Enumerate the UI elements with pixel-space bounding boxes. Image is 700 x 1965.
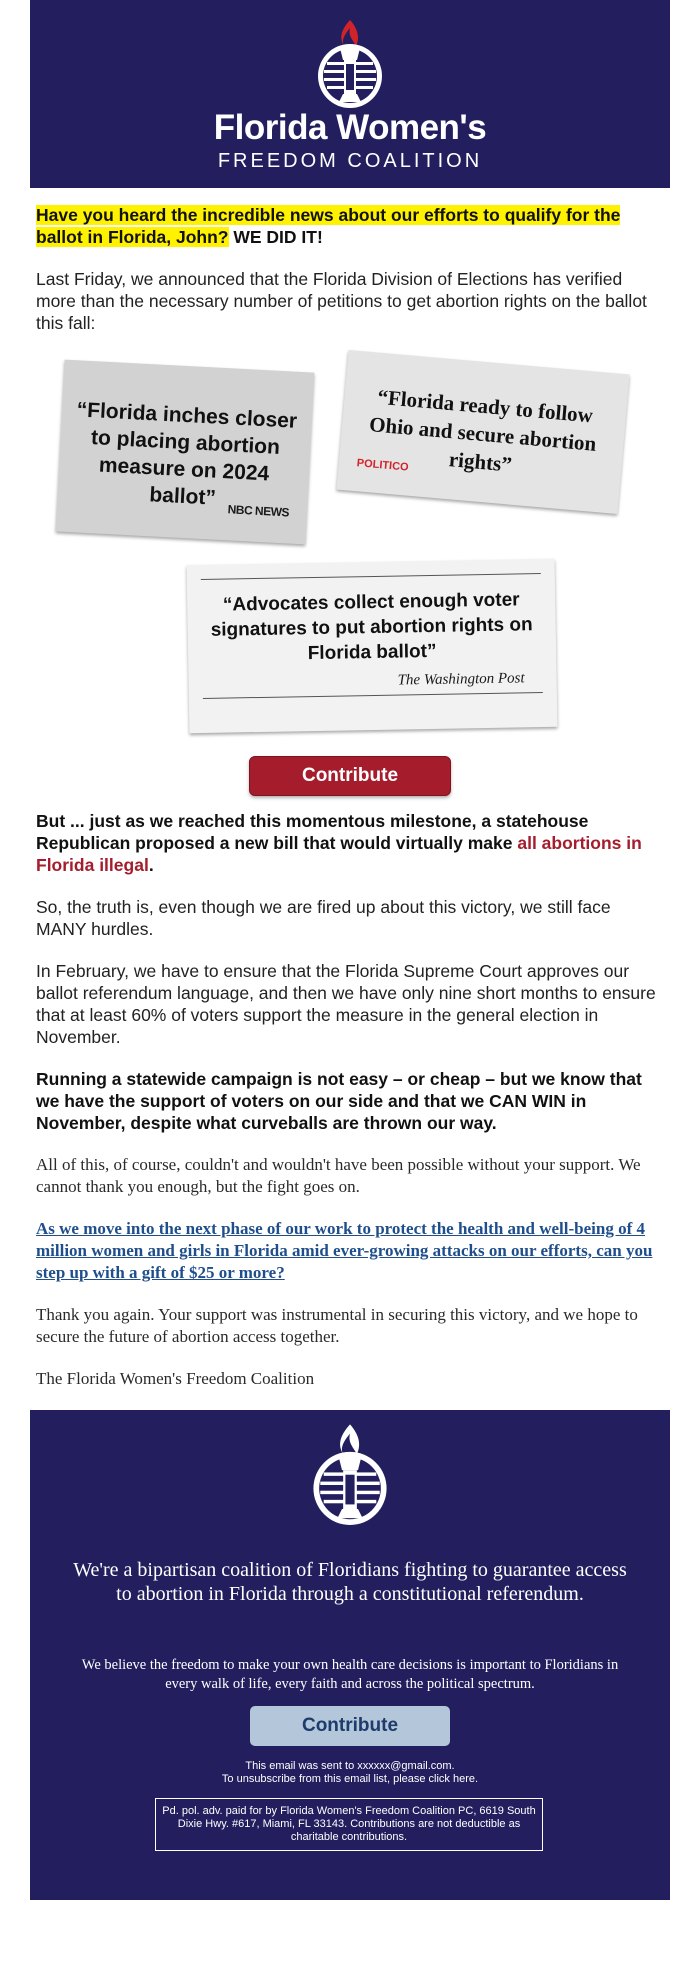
donate-ask-link[interactable]: As we move into the next phase of our work to protect the health and well-being of 4 million women and girls in Florida amid ever-growing attacks on our efforts, can you step up with a gift of $25 or more? — [36, 1219, 653, 1282]
february-paragraph: In February, we have to ensure that the Florida Supreme Court approves our ballot referendum language, and then we have only nine short months to ensure that at least 60% of voters support the measure in the general election in November. — [36, 961, 656, 1047]
contribute-row — [36, 756, 664, 796]
clipping-washington-post — [187, 559, 558, 733]
brand-subtitle: FREEDOM COALITION — [217, 150, 483, 172]
email-container — [30, 0, 670, 1900]
intro-paragraph — [36, 204, 664, 248]
footer-mission: We're a bipartisan coalition of Floridians fighting to guarantee access to abortion in Florida through a constitutional referendum. — [73, 1559, 627, 1605]
footer-belief: We believe the freedom to make your own health care decisions is important to Floridians in every walk of life, every faith and across the political spectrum. — [81, 1657, 619, 1692]
thanks-paragraph: Thank you again. Your support was instrumental in securing this victory, and we hope to secure the future of abortion access together. — [36, 1305, 638, 1346]
campaign-paragraph: Running a statewide campaign is not easy – or cheap – but we know that we have the support of voters on our side and that we CAN WIN in November, despite what curveballs are thrown our way. — [36, 1069, 642, 1133]
bill-emphasis: all abortions in Florida illegal — [36, 833, 642, 875]
torch-logo-icon — [315, 18, 385, 114]
clipping-politico — [336, 350, 629, 514]
divider — [203, 692, 543, 699]
clipping-nbc — [56, 360, 315, 545]
email-footer — [30, 1410, 670, 1900]
footer-sent-info — [30, 1760, 670, 1786]
footer-contribute-button[interactable]: Contribute — [250, 1706, 450, 1746]
clipping-quote: “Florida ready to follow Ohio and secure abortion rights” — [368, 384, 598, 477]
bill-text: But ... just as we reached this momentous milestone, a statehouse Republican proposed a new bill that would virtually make — [36, 811, 589, 853]
announcement-paragraph: Last Friday, we announced that the Florida Division of Elections has verified more than the necessary number of petitions to get abortion rights on the ballot this fall: — [36, 269, 647, 333]
news-clippings — [36, 346, 664, 756]
signature: The Florida Women's Freedom Coalition — [36, 1369, 315, 1388]
email-header — [30, 0, 670, 188]
intro-highlight: Have you heard the incredible news about our efforts to qualify for the ballot in Florida, John? — [36, 205, 621, 247]
clipping-quote: “Florida inches closer to placing abortion measure on 2024 ballot” — [76, 398, 298, 510]
email-body — [30, 188, 670, 1390]
clipping-quote: “Advocates collect enough voter signatures to put abortion rights on Florida ballot” — [210, 589, 533, 665]
torch-logo-icon — [310, 1422, 390, 1532]
intro-exclaim: WE DID IT! — [228, 227, 323, 247]
divider — [201, 573, 541, 580]
bill-end: . — [148, 855, 154, 875]
bill-paragraph — [36, 810, 664, 876]
clipping-source: POLITICO — [356, 457, 410, 474]
brand-name: Florida Women's — [213, 108, 487, 147]
contribute-button[interactable]: Contribute — [249, 756, 451, 796]
footer-contribute-row — [30, 1706, 670, 1746]
sent-to-text: This email was sent to xxxxxx@gmail.com. — [245, 1760, 455, 1772]
legal-disclaimer: Pd. pol. adv. paid for by Florida Women's Freedom Coalition PC, 6619 South Dixie Hwy. #617, Miami, FL 33143. Contributions are not deductible as charitable contributions. — [155, 1798, 543, 1851]
clipping-source: The Washington Post — [397, 670, 525, 689]
clipping-source: NBC NEWS — [227, 502, 290, 520]
hurdles-paragraph: So, the truth is, even though we are fired up about this victory, we still face MANY hurdles. — [36, 897, 611, 939]
unsubscribe-link[interactable]: To unsubscribe from this email list, please click here. — [221, 1773, 479, 1785]
support-paragraph: All of this, of course, couldn't and wouldn't have been possible without your support. We cannot thank you enough, but the fight goes on. — [36, 1155, 641, 1196]
